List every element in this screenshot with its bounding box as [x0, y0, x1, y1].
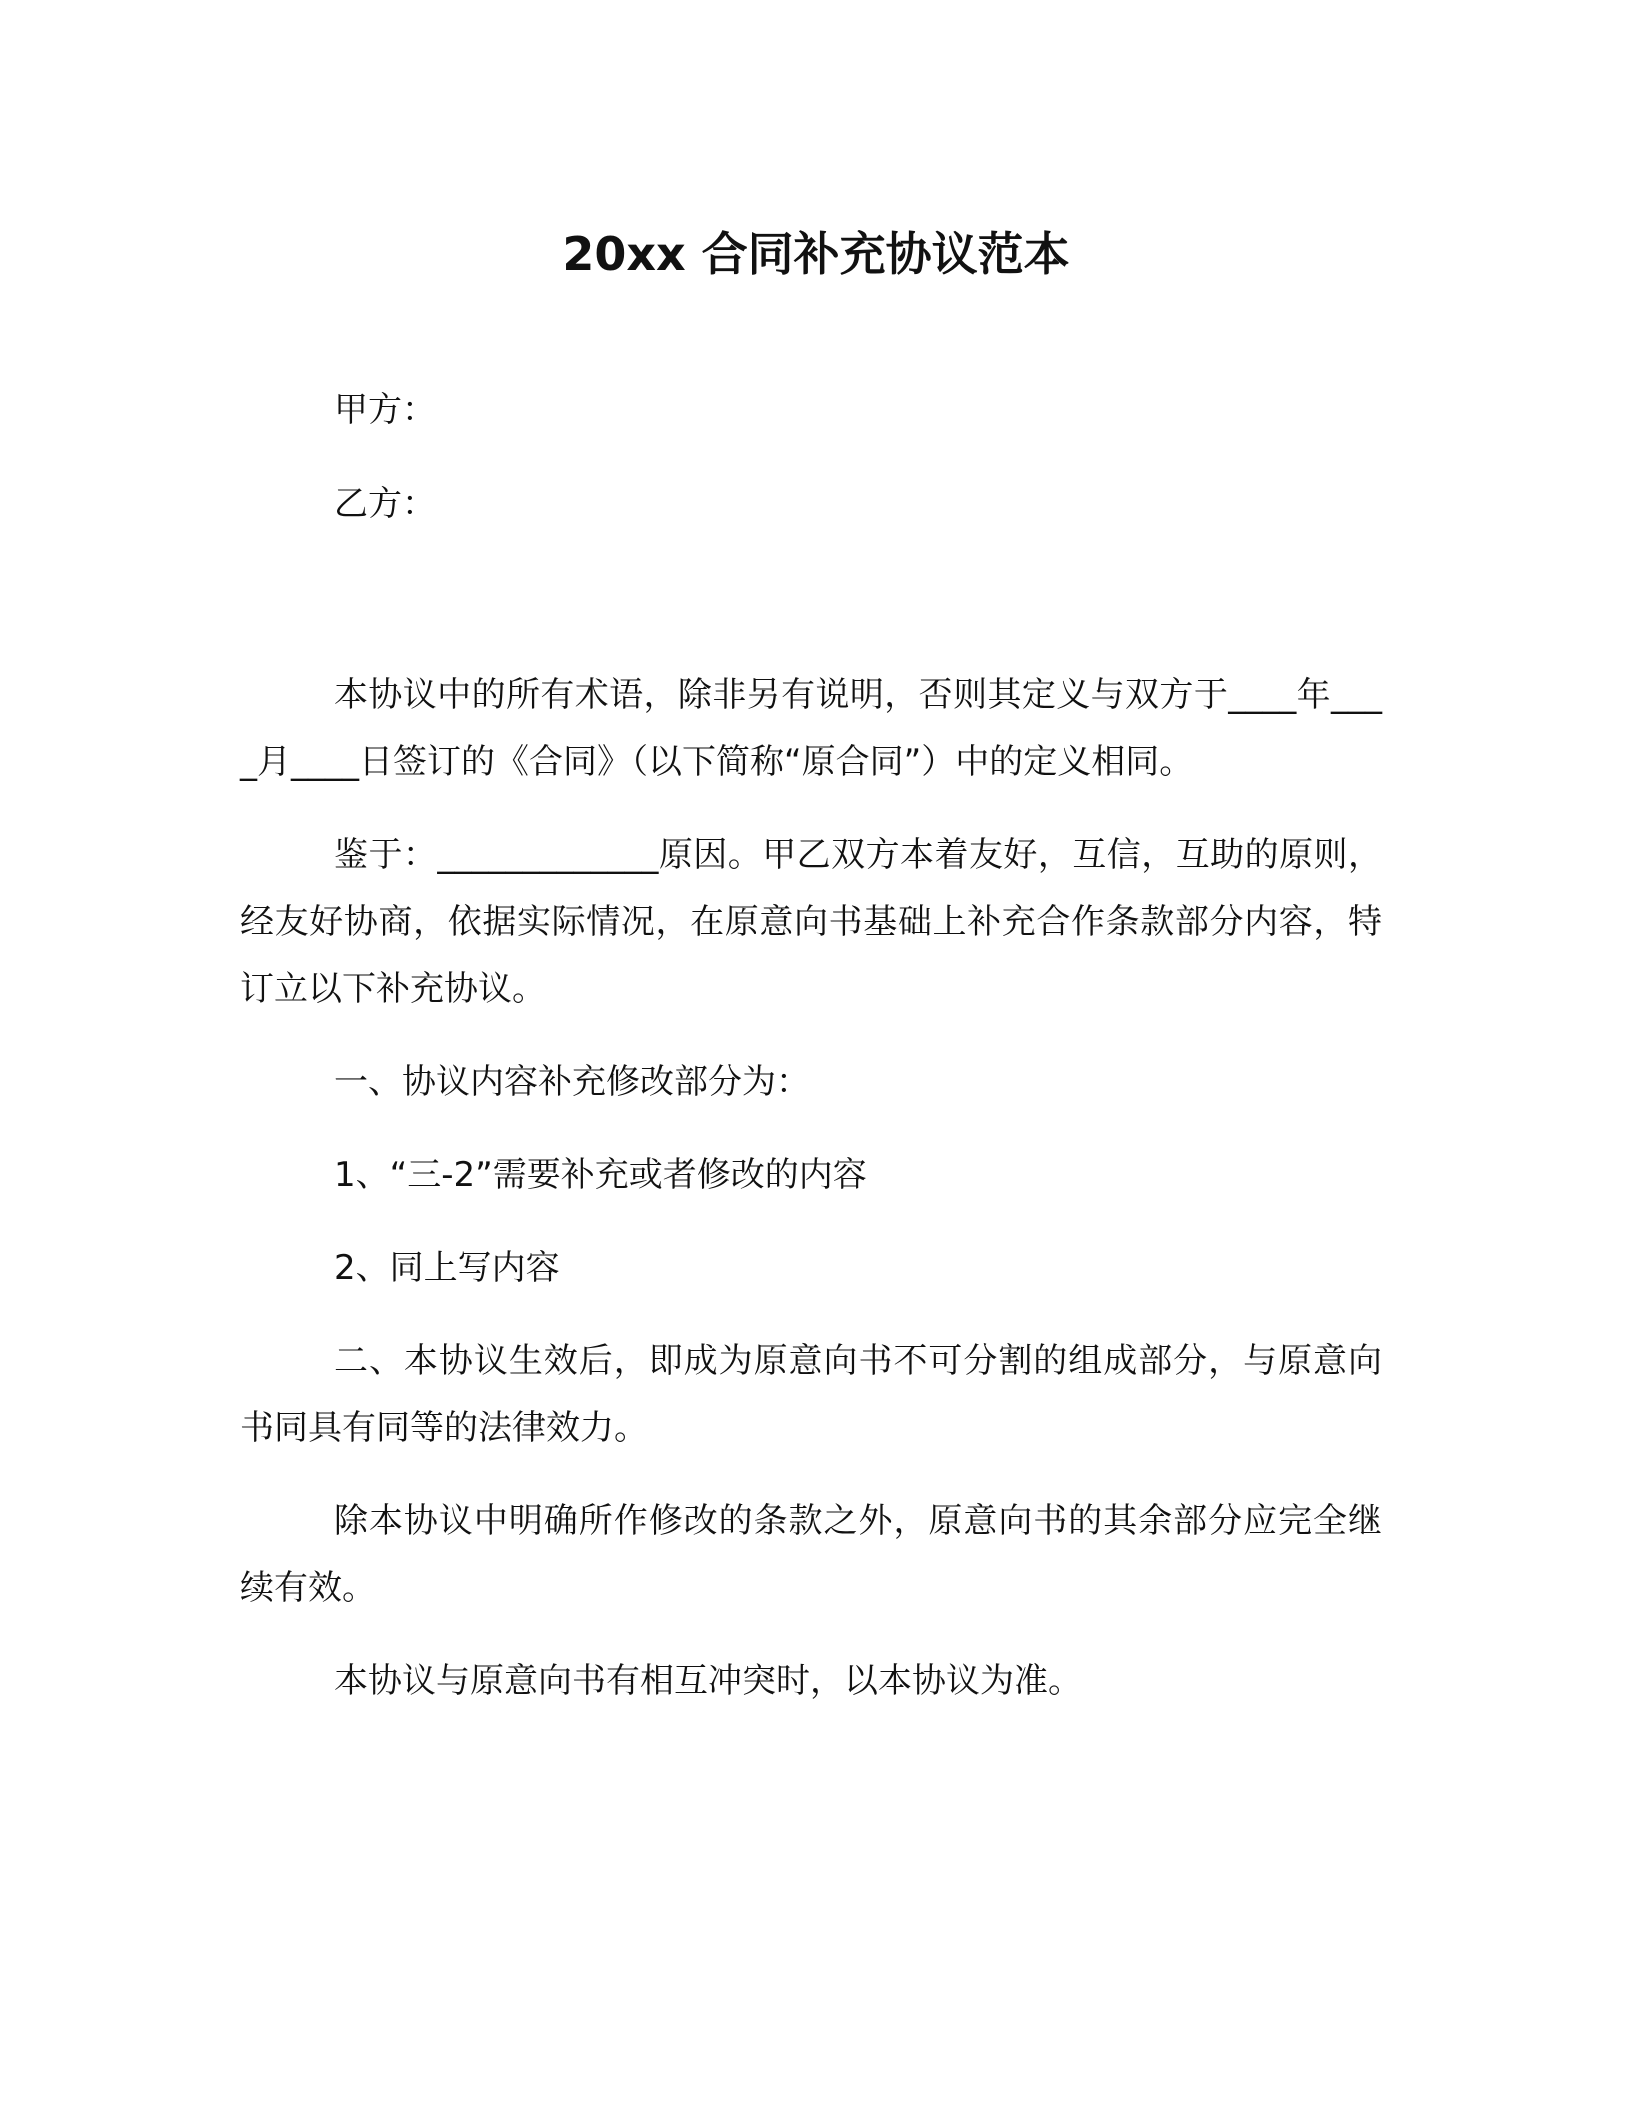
paragraph-whereas: 鉴于：_____________原因。甲乙双方本着友好，互信，互助的原则，经友好协商，依据实际情况，在原意向书基础上补充合作条款部分内容，特订立以下补充协议。 [240, 835, 1382, 1009]
document-body [240, 662, 1382, 1741]
document-title: 20xx 合同补充协议范本 [562, 227, 1070, 281]
paragraph-precedence: 本协议与原意向书有相互冲突时，以本协议为准。 [334, 1661, 1082, 1701]
paragraph-item-two: 2、同上写内容 [334, 1248, 560, 1288]
paragraph-remaining-validity: 除本协议中明确所作修改的条款之外，原意向书的其余部分应完全继续有效。 [240, 1501, 1382, 1608]
paragraph-definitions: 本协议中的所有术语，除非另有说明，否则其定义与双方于____年____月____日签订的《合同》（以下简称“原合同”）中的定义相同。 [240, 675, 1382, 782]
party-b-label: 乙方： [334, 484, 436, 524]
paragraph-section-one: 一、协议内容补充修改部分为： [334, 1062, 810, 1102]
paragraph-section-two: 二、本协议生效后，即成为原意向书不可分割的组成部分，与原意向书同具有同等的法律效力。 [240, 1341, 1382, 1448]
party-a-label: 甲方： [334, 390, 436, 430]
paragraph-item-one: 1、“三-2”需要补充或者修改的内容 [334, 1155, 867, 1195]
